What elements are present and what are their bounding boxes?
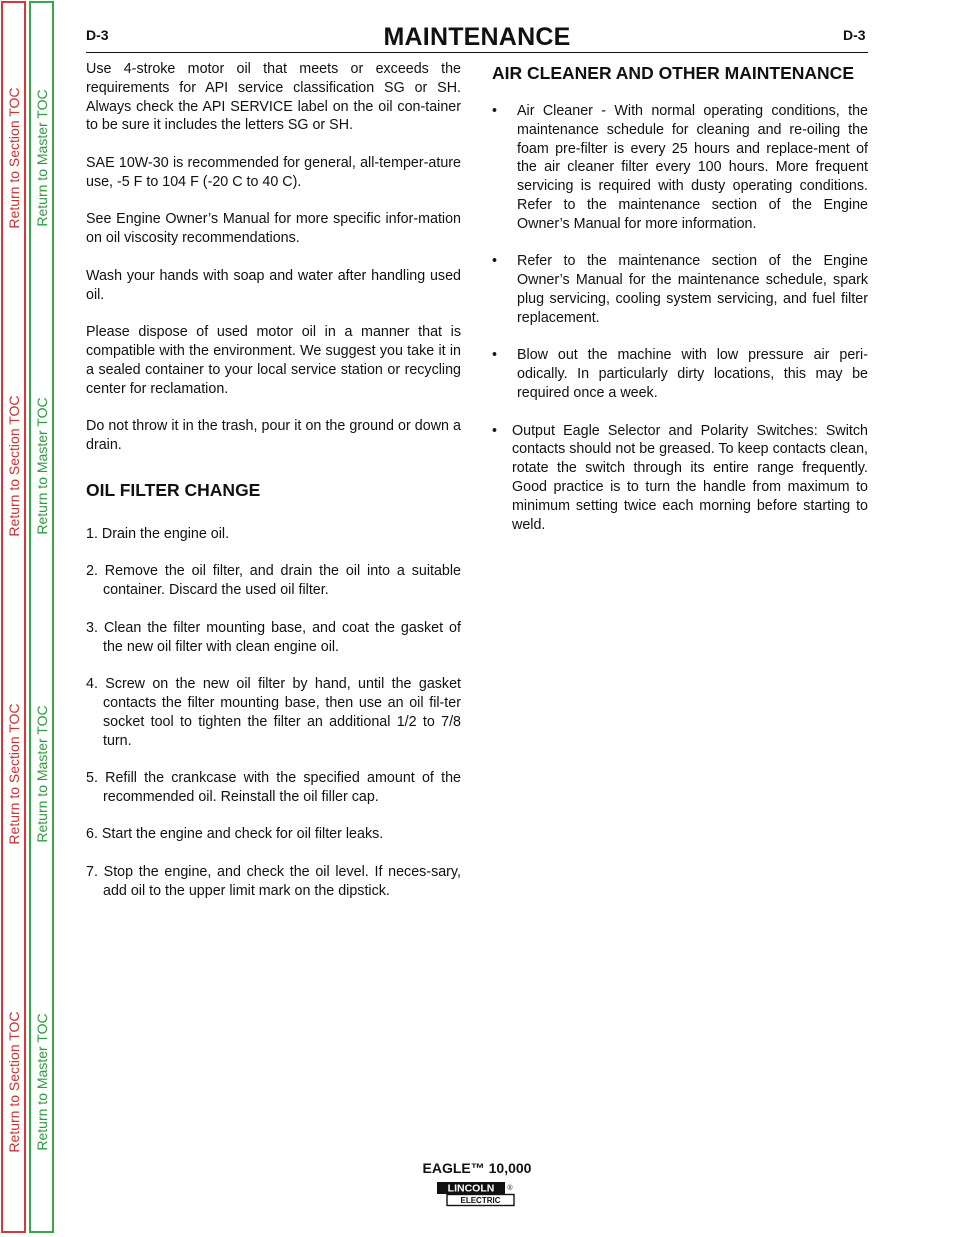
oil-paragraph: SAE 10W-30 is recommended for general, all-temper-ature use, -5 F to 104 F (-20 C to 40 C). [86,154,461,190]
model-name: EAGLE™ 10,000 [422,1160,532,1176]
oil-paragraph: See Engine Owner’s Manual for more specific infor-mation on oil viscosity recommendations. [86,211,461,247]
oil-filter-step: 3. Clean the filter mounting base, and coat the gasket of the new oil filter with clean engine oil. [86,619,461,655]
return-to-section-toc-link[interactable]: Return to Section TOC [5,87,22,229]
return-to-master-toc-link[interactable]: Return to Master TOC [33,705,50,843]
bullet-text: Output Eagle Selector and Polarity Switches: Switch contacts should not be greased. To keep contacts clean, rotate the switch through its entire range frequently. Good practice is to turn the handle from maximum to minimum setting twice each morning before starting to weld. [512,422,868,533]
page-title: MAINTENANCE [383,23,571,51]
lincoln-electric-logo [436,1179,516,1209]
maintenance-bullet [492,252,868,327]
right-column [492,60,868,553]
oil-paragraph: Wash your hands with soap and water after handling used oil. [86,267,461,303]
bullet-dot: • [492,253,498,270]
return-to-section-toc-link[interactable]: Return to Section TOC [5,1011,22,1153]
left-column [86,60,461,919]
oil-filter-step: 6. Start the engine and check for oil filter leaks. [86,826,384,843]
return-to-master-toc-link[interactable]: Return to Master TOC [33,89,50,227]
section-toc-strip [1,1,26,1233]
maintenance-bullet [492,346,868,402]
bullet-text: Air Cleaner - With normal operating conditions, the maintenance schedule for cleaning and re-oiling the foam pre-filter is every 25 hours and replace-ment of the air cleaner filter every 100 hours. More frequent servicing is required with dusty operating conditions. Refer to the maintenance section of the Engine Owner’s Manual for more information. [517,103,868,232]
air-cleaner-heading: AIR CLEANER AND OTHER MAINTENANCE [492,63,854,83]
page-number-right: D-3 [843,27,866,43]
logo-registered-mark: ® [507,1185,513,1192]
return-to-master-toc-link[interactable]: Return to Master TOC [33,397,50,535]
logo-top-text: LINCOLN [447,1182,495,1195]
bullet-dot: • [492,347,498,364]
oil-filter-step: 1. Drain the engine oil. [86,525,230,542]
maintenance-bullet [492,422,868,535]
oil-filter-heading: OIL FILTER CHANGE [86,479,261,500]
page-number-left: D-3 [86,27,109,43]
oil-filter-step: 2. Remove the oil filter, and drain the oil into a suitable container. Discard the used oil filter. [86,563,461,599]
return-to-section-toc-link[interactable]: Return to Section TOC [5,395,22,537]
oil-filter-step: 4. Screw on the new oil filter by hand, until the gasket contacts the filter mounting base, then use an oil fil-ter socket tool to tighten the filter an additional 1/2 to 7/8 turn. [86,676,461,749]
oil-paragraph: Use 4-stroke motor oil that meets or exceeds the requirements for API service classification SG or SH. Always check the API SERVICE label on the oil con-tainer to be sure it includes the letters SG or SH. [86,61,461,134]
bullet-text: Refer to the maintenance section of the Engine Owner’s Manual for the maintenance schedule, spark plug servicing, cooling system servicing, and fuel filter replacement. [517,253,868,326]
bullet-dot: • [492,103,498,119]
oil-filter-step: 7. Stop the engine, and check the oil level. If neces-sary, add oil to the upper limit mark on the dipstick. [86,864,461,899]
bullet-dot: • [492,422,498,439]
oil-paragraph: Please dispose of used motor oil in a manner that is compatible with the environment. We suggest you take it in a sealed container to your local service station or recycling center for reclamation. [86,324,461,397]
bullet-text: Blow out the machine with low pressure air peri-odically. In particularly dirty locations, this may be required once a week. [517,347,868,401]
master-toc-strip [29,1,54,1233]
maintenance-bullet [492,102,868,234]
return-to-section-toc-link[interactable]: Return to Section TOC [5,703,22,845]
header-rule [86,52,868,53]
oil-filter-step: 5. Refill the crankcase with the specified amount of the recommended oil. Reinstall the oil filler cap. [86,770,461,805]
return-to-master-toc-link[interactable]: Return to Master TOC [33,1013,50,1151]
oil-paragraph: Do not throw it in the trash, pour it on the ground or down a drain. [86,418,461,453]
logo-bottom-text: ELECTRIC [460,1196,501,1205]
